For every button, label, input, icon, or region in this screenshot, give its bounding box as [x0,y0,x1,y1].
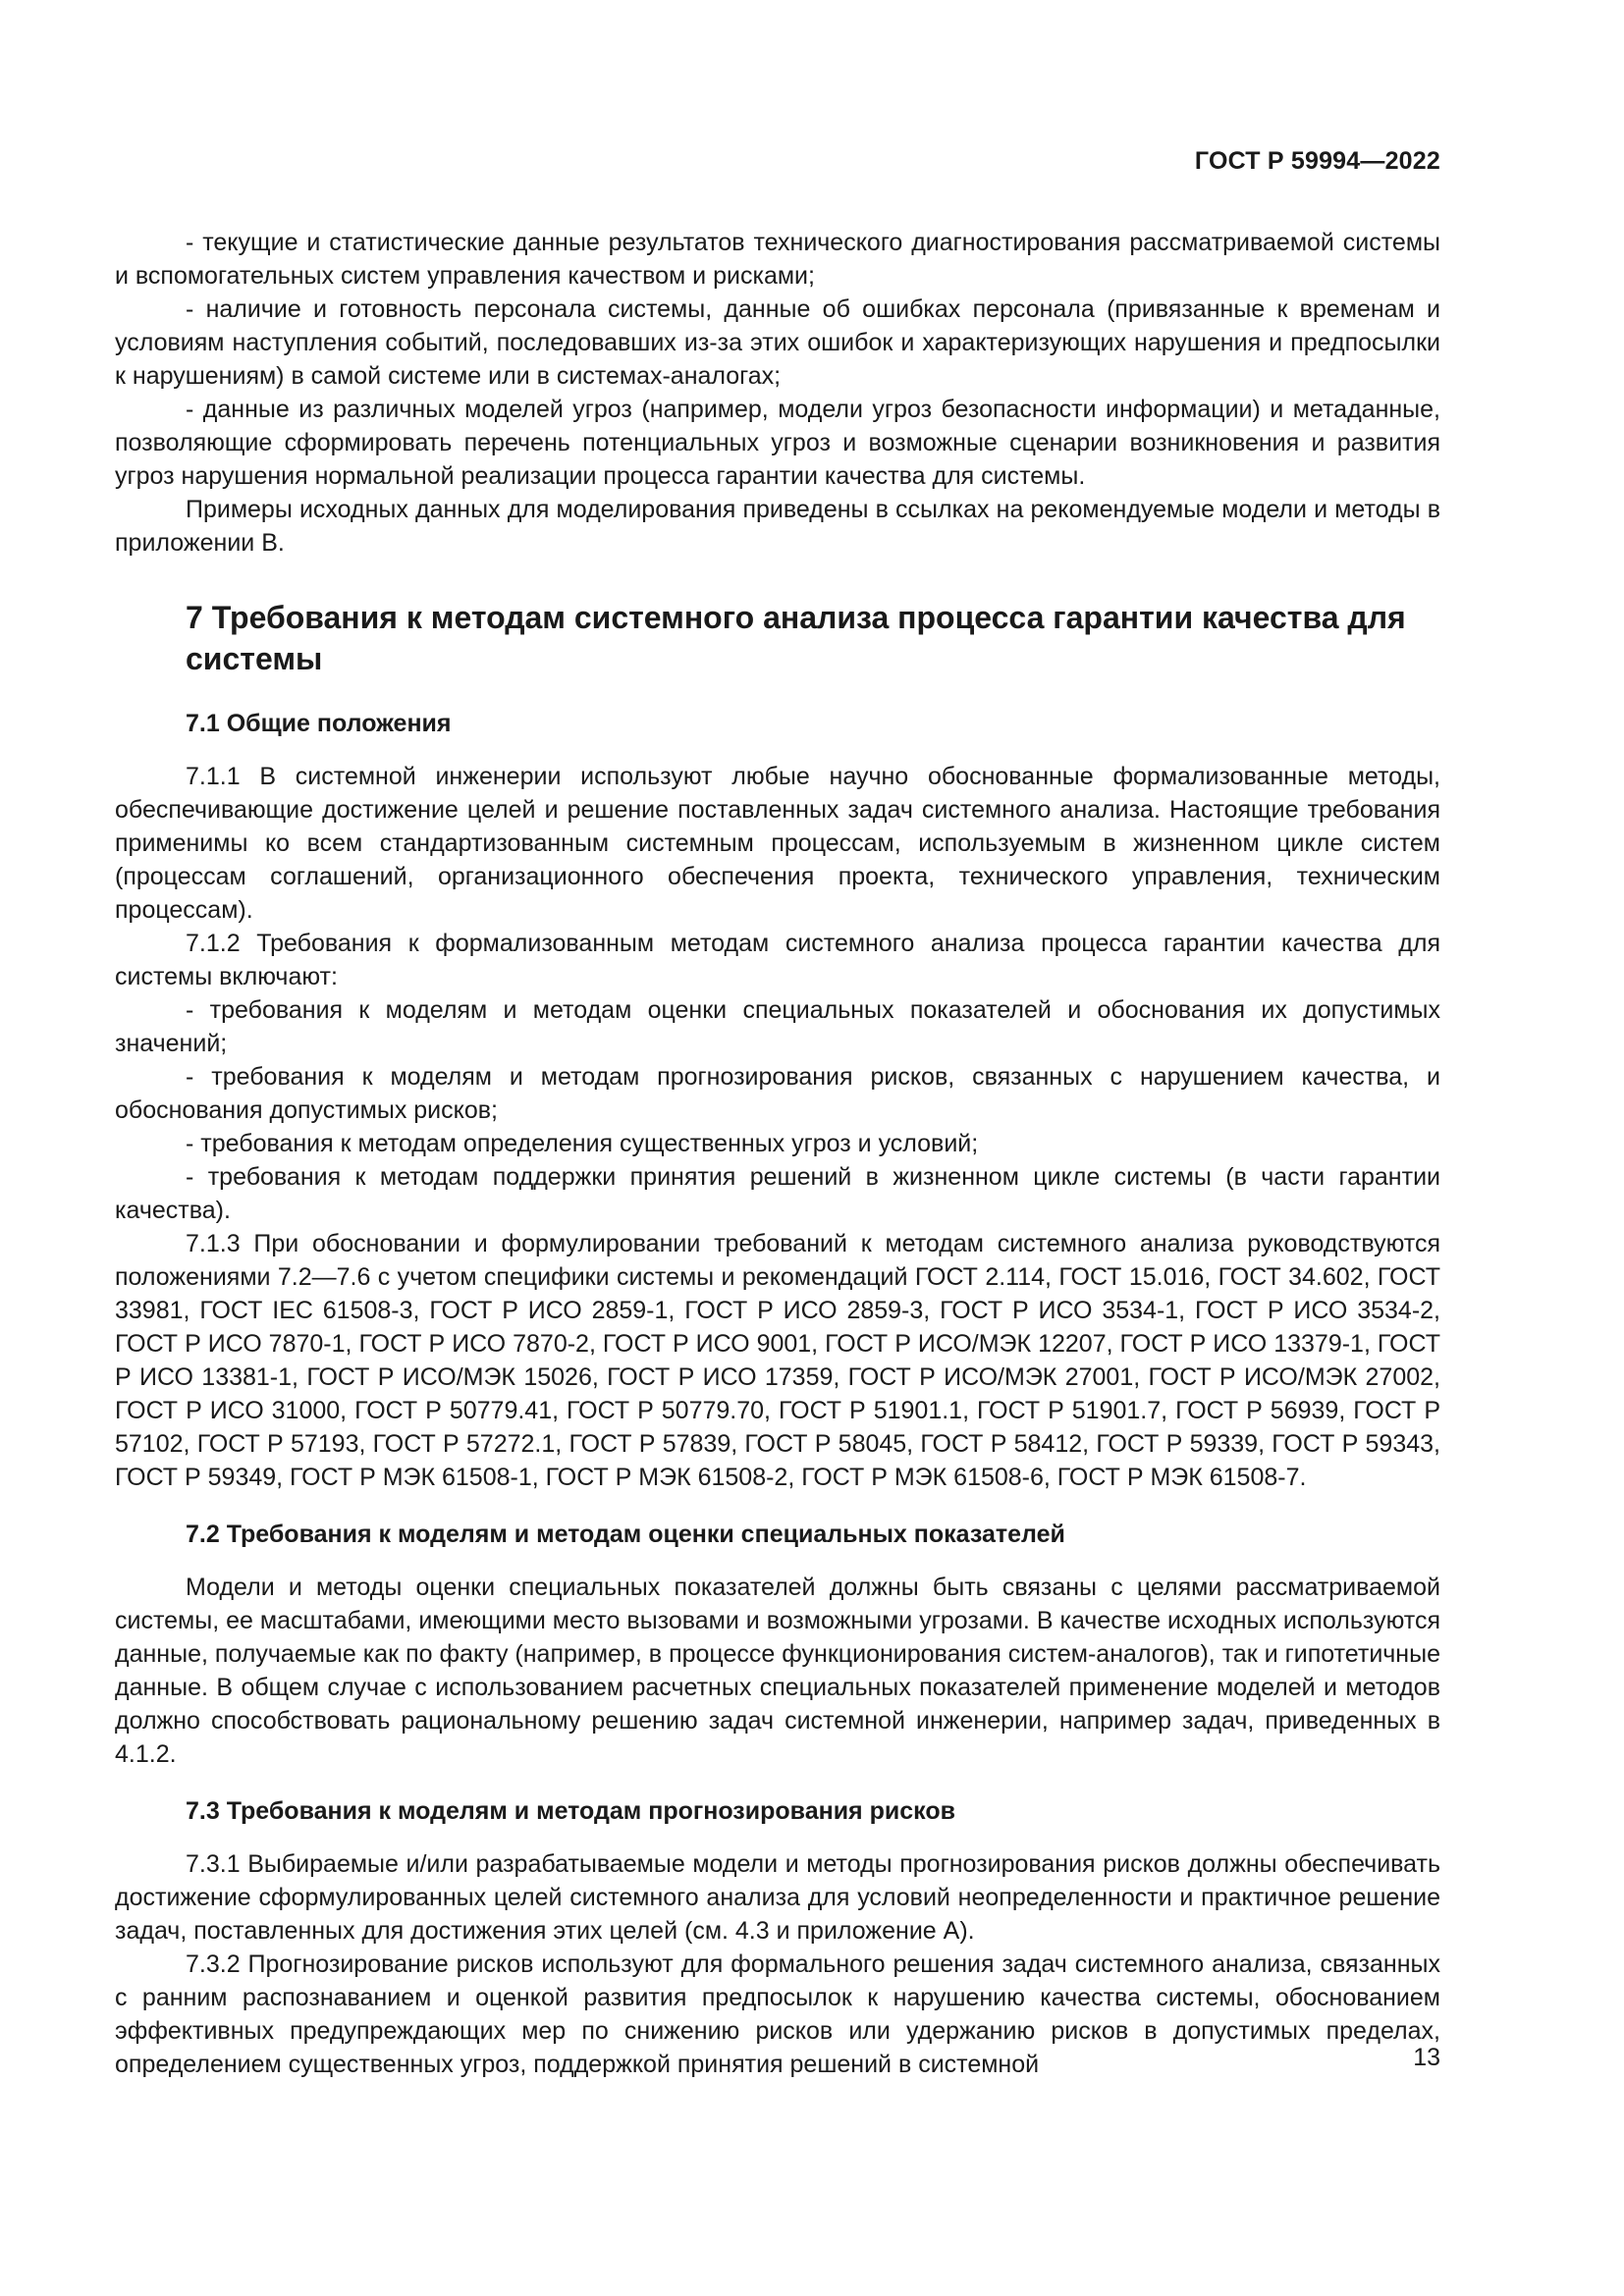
list-item: - требования к методам поддержки принятия решений в жизненном цикле системы (в части гарантии качества). [115,1163,1440,1224]
subsection-7-3-title: 7.3 Требования к моделям и методам прогнозирования рисков [186,1797,955,1825]
document-code: ГОСТ Р 59994—2022 [1194,147,1440,175]
list-item: - требования к методам определения существенных угроз и условий; [186,1130,979,1157]
page-number: 13 [1413,2044,1440,2071]
list-item: - данные из различных моделей угроз (например, модели угроз безопасности информации) и метаданные, позволяющие сформировать перечень потенциальных угроз и возможные сценарии возникновения и развития угроз нарушения нормальной реализации процесса гарантии качества для системы. [115,396,1440,490]
paragraph: Примеры исходных данных для моделирования приведены в ссылках на рекомендуемые модели и методы в приложении В. [115,496,1440,557]
page-content [115,226,1440,2081]
list-item: - наличие и готовность персонала системы, данные об ошибках персонала (привязанные к временам и условиям наступления событий, последовавших из-за этих ошибок и характеризующих нарушения и предпосылки к нарушениям) в самой системе или в системах-аналогах; [115,295,1440,390]
paragraph-7-1-3: 7.1.3 При обосновании и формулировании требований к методам системного анализа руководствуются положениями 7.2—7.6 с учетом специфики системы и рекомендаций ГОСТ 2.114, ГОСТ 15.016, ГОСТ 34.602, ГОСТ 33981, ГОСТ IEC 61508-3, ГОСТ Р ИСО 2859-1, ГОСТ Р ИСО 2859-3, ГОСТ Р ИСО 3534-1, ГОСТ Р ИСО 3534-2, ГОСТ Р ИСО 7870-1, ГОСТ Р ИСО 7870-2, ГОСТ Р ИСО 9001, ГОСТ Р ИСО/МЭК 12207, ГОСТ Р ИСО 13379-1, ГОСТ Р ИСО 13381-1, ГОСТ Р ИСО/МЭК 15026, ГОСТ Р ИСО 17359, ГОСТ Р ИСО/МЭК 27001, ГОСТ Р ИСО/МЭК 27002, ГОСТ Р ИСО 31000, ГОСТ Р 50779.41, ГОСТ Р 50779.70, ГОСТ Р 51901.1, ГОСТ Р 51901.7, ГОСТ Р 56939, ГОСТ Р 57102, ГОСТ Р 57193, ГОСТ Р 57272.1, ГОСТ Р 57839, ГОСТ Р 58045, ГОСТ Р 58412, ГОСТ Р 59339, ГОСТ Р 59343, ГОСТ Р 59349, ГОСТ Р МЭК 61508-1, ГОСТ Р МЭК 61508-2, ГОСТ Р МЭК 61508-6, ГОСТ Р МЭК 61508-7. [115,1230,1440,1491]
subsection-7-2-title: 7.2 Требования к моделям и методам оценки специальных показателей [186,1521,1065,1548]
paragraph-7-1-1: 7.1.1 В системной инженерии используют любые научно обоснованные формализованные методы, обеспечивающие достижение целей и решение поставленных задач системного анализа. Настоящие требования применимы ко всем стандартизованным системным процессам, используемым в жизненном цикле систем (процессам соглашений, организационного обеспечения проекта, технического управления, техническим процессам). [115,763,1440,924]
paragraph-7-1-2: 7.1.2 Требования к формализованным методам системного анализа процесса гарантии качества для системы включают: [115,930,1440,990]
paragraph-7-2: Модели и методы оценки специальных показателей должны быть связаны с целями рассматриваемой системы, ее масштабами, имеющими место вызовами и возможными угрозами. В качестве исходных используются данные, получаемые как по факту (например, в процессе функционирования систем-аналогов), так и гипотетичные данные. В общем случае с использованием расчетных специальных показателей применение моделей и методов должно способствовать рациональному решению задач системной инженерии, например задач, приведенных в 4.1.2. [115,1574,1440,1768]
list-item: - требования к моделям и методам оценки специальных показателей и обоснования их допустимых значений; [115,996,1440,1057]
list-item: - требования к моделям и методам прогнозирования рисков, связанных с нарушением качества, и обоснования допустимых рисков; [115,1063,1440,1124]
paragraph-7-3-2: 7.3.2 Прогнозирование рисков используют для формального решения задач системного анализа, связанных с ранним распознаванием и оценкой развития предпосылок к нарушению качества системы, обоснованием эффективных предупреждающих мер по снижению рисков или удержанию рисков в допустимых пределах, определением существенных угроз, поддержкой принятия решений в системной [115,1950,1440,2078]
paragraph-7-3-1: 7.3.1 Выбираемые и/или разрабатываемые модели и методы прогнозирования рисков должны обеспечивать достижение сформулированных целей системного анализа для условий неопределенности и практичное решение задач, поставленных для достижения этих целей (см. 4.3 и приложение А). [115,1850,1440,1945]
list-item: - текущие и статистические данные результатов технического диагностирования рассматриваемой системы и вспомогательных систем управления качеством и рисками; [115,229,1440,290]
subsection-7-1-title: 7.1 Общие положения [186,710,452,737]
section-7-title: 7 Требования к методам системного анализа процесса гарантии качества для системы [186,600,1406,676]
